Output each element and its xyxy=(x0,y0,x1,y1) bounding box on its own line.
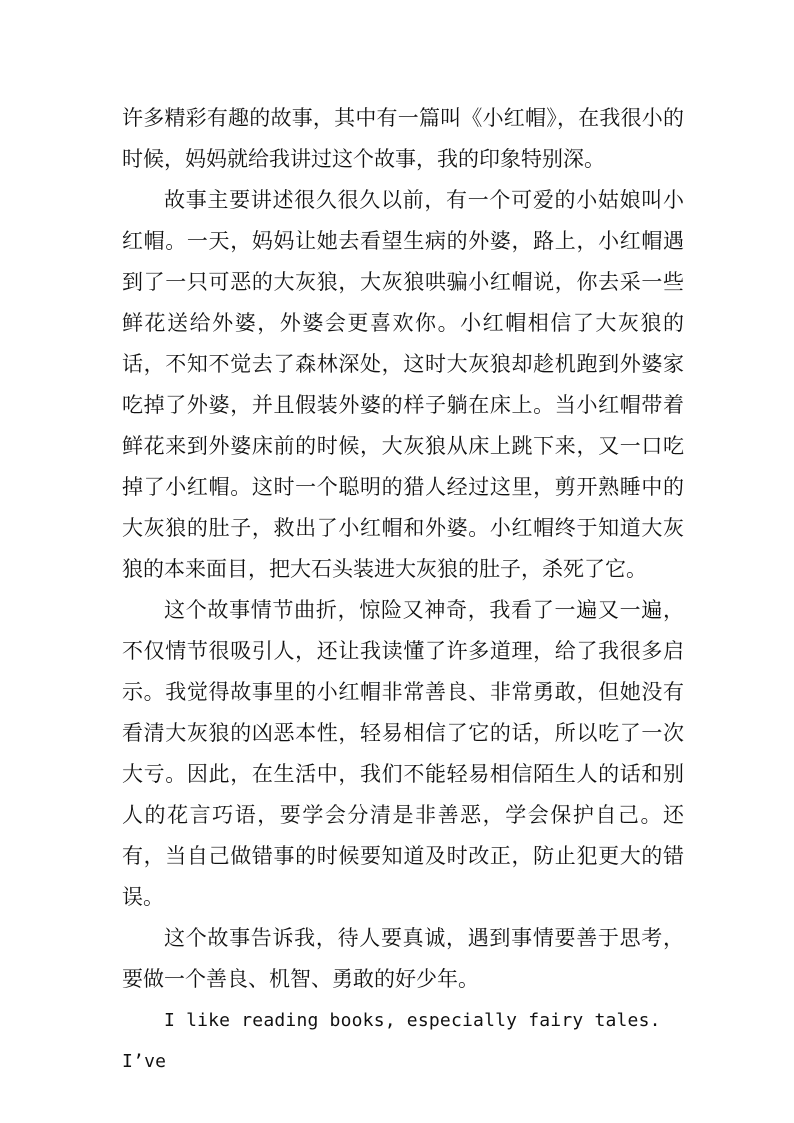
paragraph-reflection: 这个故事情节曲折，惊险又神奇，我看了一遍又一遍，不仅情节很吸引人，还让我读懂了许多道理，给了我很多启示。我觉得故事里的小红帽非常善良、非常勇敢，但她没有看清大灰狼的凶恶本性，轻易相信了它的话，所以吃了一次大亏。因此，在生活中，我们不能轻易相信陌生人的话和别人的花言巧语，要学会分清是非善恶，学会保护自己。还有，当自己做错事的时候要知道及时改正，防止犯更大的错误。 xyxy=(122,598,684,909)
paragraph-story-summary: 故事主要讲述很久很久以前，有一个可爱的小姑娘叫小红帽。一天，妈妈让她去看望生病的外婆，路上，小红帽遇到了一只可恶的大灰狼，大灰狼哄骗小红帽说，你去采一些鲜花送给外婆，外婆会更喜欢你。小红帽相信了大灰狼的话，不知不觉去了森林深处，这时大灰狼却趁机跑到外婆家吃掉了外婆，并且假装外婆的样子躺在床上。当小红帽带着鲜花来到外婆床前的时候，大灰狼从床上跳下来，又一口吃掉了小红帽。这时一个聪明的猎人经过这里，剪开熟睡中的大灰狼的肚子，救出了小红帽和外婆。小红帽终于知道大灰狼的本来面目，把大石头装进大灰狼的肚子，杀死了它。 xyxy=(122,188,684,581)
paragraph-english-start: I like reading books, especially fairy tales. I’ve xyxy=(122,1010,661,1072)
essay-body xyxy=(122,98,684,1082)
paragraph-continuation: 许多精彩有趣的故事，其中有一篇叫《小红帽》，在我很小的时候，妈妈就给我讲过这个故事，我的印象特别深。 xyxy=(122,106,684,171)
paragraph-conclusion: 这个故事告诉我，待人要真诚，遇到事情要善于思考，要做一个善良、机智、勇敢的好少年。 xyxy=(122,926,684,991)
